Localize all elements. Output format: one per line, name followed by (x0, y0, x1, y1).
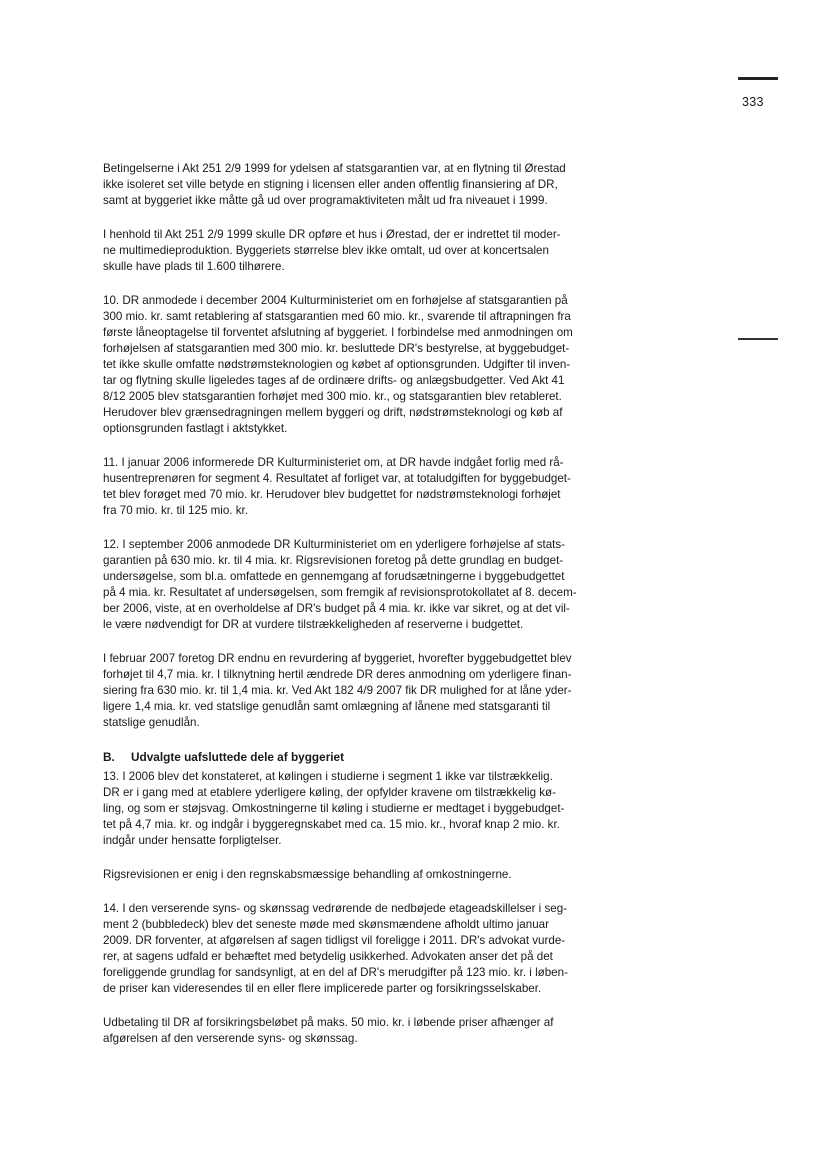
page-number: 333 (742, 95, 764, 109)
paragraph-intro: Betingelserne i Akt 251 2/9 1999 for ydelsen af statsgarantien var, at en flytning til Ørestad ikke isoleret set ville betyde en stigning i licensen eller anden offentlig finansiering af DR, samt at byggeriet ikke måtte gå ud over programaktiviteten målt ud fra niveauet i 1999. (103, 162, 566, 207)
document-body (103, 161, 623, 1047)
paragraph-februar-2007: I februar 2007 foretog DR endnu en revurdering af byggeriet, hvorefter byggebudgettet blev forhøjet til 4,7 mia. kr. I tilknytning hertil ændrede DR deres anmodning om yderligere finan- siering fra 630 mio. kr. til 1,4 mia. kr. Ved Akt 182 4/9 2007 fik DR mulighed for at låne yder- ligere 1,4 mia. kr. ved statslige genudlån samt omlægning af lånene med statsgaranti til statslige genudlån. (103, 652, 572, 729)
paragraph-14: 14. I den verserende syns- og skønssag vedrørende de nedbøjede etageadskillelser i seg- ment 2 (bubbledeck) blev det seneste møde med skønsmændene afholdt ultimo januar 2009. DR forventer, at afgørelsen af sagen tidligst vil foreligge i 2011. DR's advokat vurde- rer, at sagens udfald er behæftet med betydelig usikkerhed. Advokaten anser det på det foreliggende grundlag for sandsynligt, at en del af DR's merudgifter på 123 mio. kr. i løben- de priser kan videresendes til en eller flere implicerede parter og forsikringsselskaber. (103, 902, 568, 995)
section-b-title: Udvalgte uafsluttede dele af byggeriet (131, 750, 345, 764)
paragraph-12: 12. I september 2006 anmodede DR Kulturministeriet om en yderligere forhøjelse af stats- garantien på 630 mio. kr. til 4 mia. kr. Rigsrevisionen foretog på dette grundlag en budget- undersøgelse, som bl.a. omfattede en gennemgang af forudsætningerne i byggebudgettet på 4 mia. kr. Resultatet af undersøgelsen, som fremgik af revisionsprotokollatet af 8. decem- ber 2006, viste, at en overholdelse af DR's budget på 4 mia. kr. ikke var sikret, og at det vil- le være nødvendigt for DR at vurdere tilstrækkeligheden af reserverne i budgettet. (103, 538, 577, 631)
paragraph-10: 10. DR anmodede i december 2004 Kulturministeriet om en forhøjelse af statsgarantien på 300 mio. kr. samt retablering af statsgarantien med 60 mio. kr., svarende til aftrapningen fra første låneoptagelse til forventet afslutning af byggeriet. I forbindelse med anmodningen om forhøjelsen af statsgarantien med 300 mio. kr. besluttede DR's bestyrelse, at byggebudget- tet ikke skulle omfatte nødstrømsteknologien og købet af optionsgrunden. Udgifter til inven- tar og flytning skulle ligeledes tages af de ordinære drifts- og anlægsbudgetter. Ved Akt 41 8/12 2005 blev statsgarantien forhøjet med 300 mio. kr., og statsgarantien blev retableret. Herudover blev grænsedragningen mellem byggeri og drift, nødstrømsteknologi og køb af optionsgrunden fastlagt i aktstykket. (103, 294, 573, 435)
paragraph-rigsrevisionen: Rigsrevisionen er enig i den regnskabsmæssige behandling af omkostningerne. (103, 868, 512, 881)
section-b-letter: B. (103, 750, 115, 764)
paragraph-13: 13. I 2006 blev det konstateret, at kølingen i studierne i segment 1 ikke var tilstrækkelig. DR er i gang med at etablere yderligere køling, der opfylder kravene om tilstrækkelig kø- ling, og som er støjsvag. Omkostningerne til køling i studierne er medtaget i byggebudget- tet på 4,7 mia. kr. og indgår i byggeregnskabet med ca. 15 mio. kr., hvoraf knap 2 mio. kr. indgår under hensatte forpligtelser. (103, 770, 565, 847)
paragraph-udbetaling: Udbetaling til DR af forsikringsbeløbet på maks. 50 mio. kr. i løbende priser afhænger af afgørelsen af den verserende syns- og skønssag. (103, 1016, 554, 1045)
section-b-heading (103, 749, 623, 765)
paragraph-henhold: I henhold til Akt 251 2/9 1999 skulle DR opføre et hus i Ørestad, der er indrettet til moder- ne multimedieproduktion. Byggeriets størrelse blev ikke omtalt, ud over at koncertsalen skulle have plads til 1.600 tilhørere. (103, 228, 561, 273)
header-rule (738, 77, 778, 80)
paragraph-11: 11. I januar 2006 informerede DR Kulturministeriet om, at DR havde indgået forlig med rå- husentreprenøren for segment 4. Resultatet af forliget var, at totaludgiften for byggebudget- tet blev forøget med 70 mio. kr. Herudover blev budgettet for nødstrømsteknologi forhøjet fra 70 mio. kr. til 125 mio. kr. (103, 456, 571, 517)
margin-marker-rule (738, 338, 778, 340)
